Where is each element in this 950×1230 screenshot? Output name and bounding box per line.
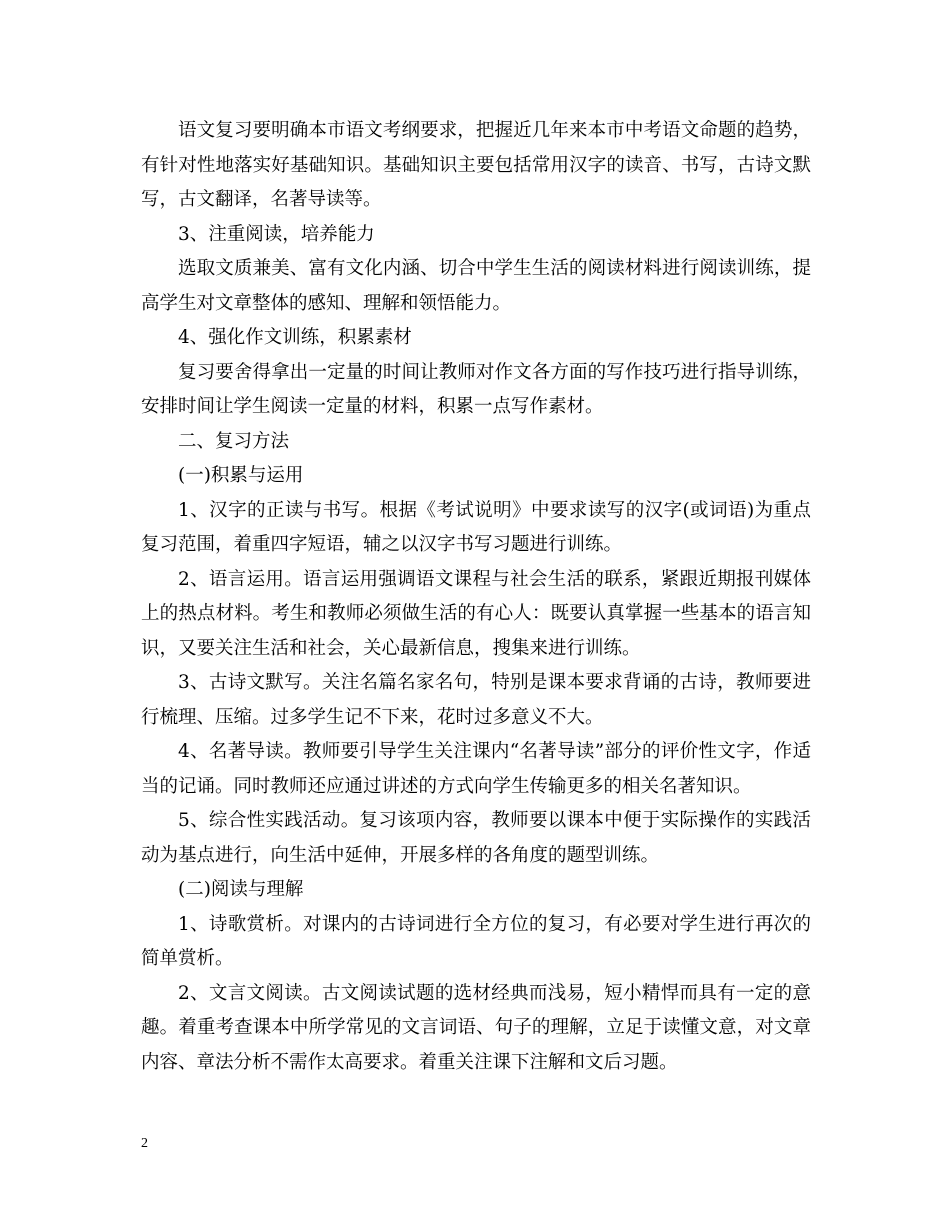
paragraph: 4、强化作文训练，积累素材: [178, 327, 412, 348]
paragraph: 2、文言文阅读。古文阅读试题的选材经典而浅易，短小精悍而具有一定的意趣。着重考查课本中所学常见的文言词语、句子的理解，立足于读懂文意，对文章内容、章法分析不需作太高要求。着重关注课下注解和文后习题。: [141, 982, 811, 1073]
page-number: 2: [141, 1136, 148, 1151]
paragraph: 1、汉字的正读与书写。根据《考试说明》中要求读写的汉字(或词语)为重点复习范围，着重四字短语，辅之以汉字书写习题进行训练。: [141, 499, 811, 555]
section-heading: 二、复习方法: [178, 430, 290, 452]
subsection-heading: (一)积累与运用: [178, 465, 304, 486]
paragraph: 复习要舍得拿出一定量的时间让教师对作文各方面的写作技巧进行指导训练，安排时间让学生阅读一定量的材料，积累一点写作素材。: [141, 361, 811, 417]
paragraph: 选取文质兼美、富有文化内涵、切合中学生生活的阅读材料进行阅读训练，提高学生对文章整体的感知、理解和领悟能力。: [141, 258, 811, 314]
paragraph: 5、综合性实践活动。复习该项内容，教师要以课本中便于实际操作的实践活动为基点进行，向生活中延伸，开展多样的各角度的题型训练。: [141, 810, 811, 866]
document-body: [141, 114, 811, 1080]
paragraph: 3、注重阅读，培养能力: [178, 223, 375, 245]
paragraph: 1、诗歌赏析。对课内的古诗词进行全方位的复习，有必要对学生进行再次的简单赏析。: [141, 913, 811, 969]
subsection-heading: (二)阅读与理解: [178, 879, 304, 900]
paragraph: 3、古诗文默写。关注名篇名家名句，特别是课本要求背诵的古诗，教师要进行梳理、压缩。过多学生记不下来，花时过多意义不大。: [141, 672, 811, 728]
paragraph: 4、名著导读。教师要引导学生关注课内“名著导读”部分的评价性文字，作适当的记诵。同时教师还应通过讲述的方式向学生传输更多的相关名著知识。: [141, 741, 811, 797]
paragraph: 语文复习要明确本市语文考纲要求，把握近几年来本市中考语文命题的趋势，有针对性地落实好基础知识。基础知识主要包括常用汉字的读音、书写，古诗文默写，古文翻译，名著导读等。: [141, 120, 811, 210]
paragraph: 2、语言运用。语言运用强调语文课程与社会生活的联系，紧跟近期报刊媒体上的热点材料。考生和教师必须做生活的有心人：既要认真掌握一些基本的语言知识，又要关注生活和社会，关心最新信息，搜集来进行训练。: [141, 568, 811, 659]
